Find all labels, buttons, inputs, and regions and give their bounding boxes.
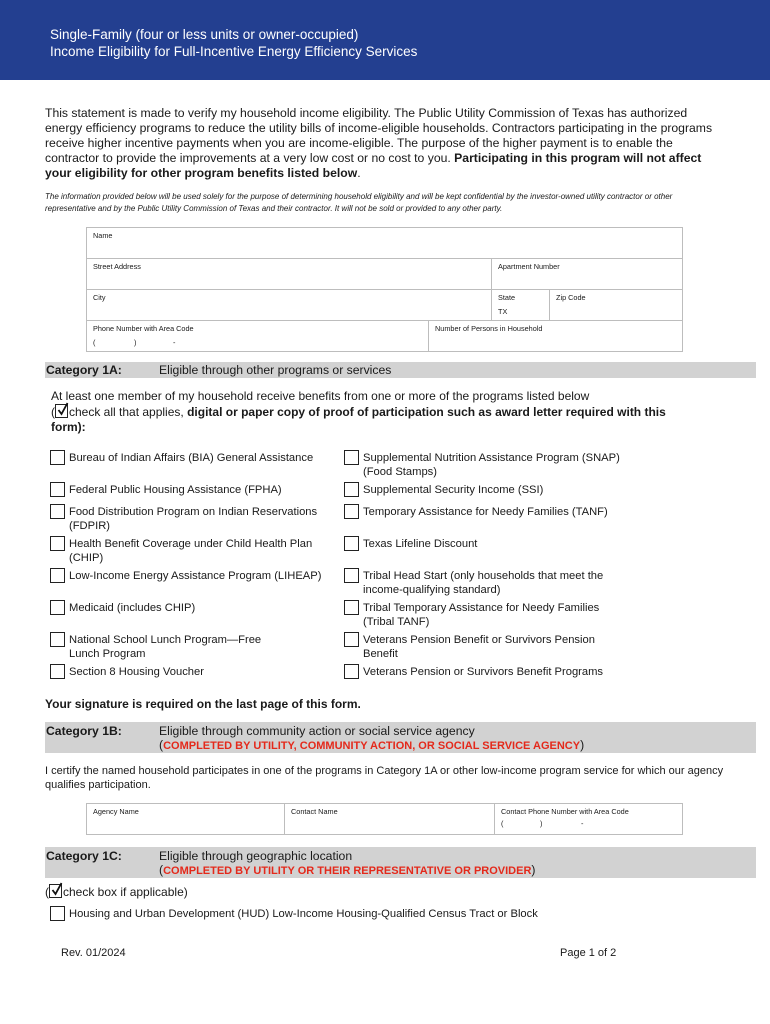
instructions-line: At least one member of my household receive benefits from one or more of the programs listed below bbox=[51, 389, 590, 403]
contact-phone-dash: - bbox=[581, 819, 584, 828]
category-1b-completed-by: COMPLETED BY UTILITY, COMMUNITY ACTION, OR SOCIAL SERVICE AGENCY bbox=[163, 740, 581, 752]
instructions-check-text: check all that applies, bbox=[69, 405, 188, 419]
option-fpha: Federal Public Housing Assistance (FPHA) bbox=[69, 484, 282, 496]
option-liheap: Low-Income Energy Assistance Program (LIHEAP) bbox=[69, 570, 322, 582]
phone-placeholder bbox=[93, 338, 422, 348]
revision-date: Rev. 01/2024 bbox=[61, 947, 126, 959]
signature-note: Your signature is required on the last page of this form. bbox=[45, 697, 361, 711]
category-1b-subtitle bbox=[159, 738, 584, 752]
agency-form bbox=[86, 803, 683, 835]
agency-name-field[interactable] bbox=[87, 804, 285, 835]
intro-paragraph bbox=[45, 106, 721, 181]
category-1a-label: Category 1A: bbox=[46, 363, 122, 377]
category-1b-label: Category 1B: bbox=[46, 724, 122, 738]
zip-code-field[interactable] bbox=[550, 290, 683, 321]
checkbox-veterans-survivors[interactable] bbox=[344, 664, 359, 679]
option-veterans-survivors: Veterans Pension or Survivors Benefit Programs bbox=[363, 666, 604, 678]
contact-phone-paren-open: ( bbox=[501, 819, 504, 828]
check-if-applicable bbox=[45, 884, 188, 900]
instructions-paren: ( bbox=[51, 405, 55, 419]
street-address-label: Street Address bbox=[93, 262, 141, 271]
name-field[interactable] bbox=[87, 228, 683, 259]
checkbox-snap[interactable] bbox=[344, 450, 359, 465]
option-chip-health: Health Benefit Coverage under Child Health Plan (CHIP) bbox=[69, 538, 313, 564]
contact-phone-paren-close: ) bbox=[540, 819, 543, 828]
option-tribal-head-start: Tribal Head Start (only households that meet the income-qualifying standard) bbox=[363, 570, 604, 596]
option-tribal-tanf: Tribal Temporary Assistance for Needy Families (Tribal TANF) bbox=[363, 602, 600, 628]
checkbox-section8[interactable] bbox=[50, 664, 65, 679]
option-snap: Supplemental Nutrition Assistance Program (SNAP) (Food Stamps) bbox=[363, 452, 620, 478]
category-1c-completed-by: COMPLETED BY UTILITY OR THEIR REPRESENTATIVE OR PROVIDER bbox=[163, 865, 532, 877]
confidentiality-note: The information provided below will be used solely for the purpose of determining household eligibility and will be kept confidential by the investor-owned utility contractor or other representative and by the Public Utility Commission of Texas and their contractor. It will not be sold or provided to any other party. bbox=[45, 192, 673, 213]
contact-phone-field[interactable] bbox=[495, 804, 683, 835]
option-hud: Housing and Urban Development (HUD) Low-Income Housing-Qualified Census Tract or Block bbox=[69, 908, 538, 920]
header-banner bbox=[0, 0, 770, 80]
checkmark-icon bbox=[55, 404, 68, 418]
category-1c-header bbox=[45, 847, 756, 878]
option-ssi: Supplemental Security Income (SSI) bbox=[363, 484, 544, 496]
instructions-bold-text: digital or paper copy of proof of participation such as award letter required with this form): bbox=[51, 405, 666, 434]
form-type-title: Single-Family (four or less units or owner-occupied) bbox=[50, 27, 359, 42]
category-1a-header bbox=[45, 362, 756, 378]
intro-end: . bbox=[357, 166, 361, 180]
state-field[interactable] bbox=[492, 290, 550, 321]
apartment-number-label: Apartment Number bbox=[498, 262, 560, 271]
check-paren: ( bbox=[45, 885, 49, 899]
intro-text: This statement is made to verify my household income eligibility. The Public Utility Commission of Texas has authorized energy efficiency programs to reduce the utility bills of income-eligible households. Contractors participating in the programs receive higher incentive payments when you are income-eligible. The purpose of the higher payment is to enable the contractor to provide the improvements at a very low cost or no cost to you. bbox=[45, 106, 713, 165]
city-field[interactable] bbox=[87, 290, 492, 321]
checkbox-liheap[interactable] bbox=[50, 568, 65, 583]
category-1c-title: Eligible through geographic location bbox=[159, 849, 353, 863]
state-label: State bbox=[498, 293, 516, 302]
checkbox-fdpir[interactable] bbox=[50, 504, 65, 519]
household-persons-field[interactable] bbox=[429, 321, 683, 352]
category-1a-title: Eligible through other programs or services bbox=[159, 363, 392, 377]
checkbox-hud[interactable] bbox=[50, 906, 65, 921]
household-info-form bbox=[86, 227, 683, 352]
checkbox-veterans-pension[interactable] bbox=[344, 632, 359, 647]
option-section8: Section 8 Housing Voucher bbox=[69, 666, 204, 678]
category-1c-subtitle bbox=[159, 863, 535, 877]
option-fdpir: Food Distribution Program on Indian Reservations (FDPIR) bbox=[69, 506, 318, 532]
subtitle-paren-close: ) bbox=[580, 738, 585, 752]
street-address-field[interactable] bbox=[87, 259, 492, 290]
subtitle-paren-close: ) bbox=[531, 863, 536, 877]
checkbox-medicaid[interactable] bbox=[50, 600, 65, 615]
household-persons-label: Number of Persons in Household bbox=[435, 324, 543, 333]
phone-paren-close: ) bbox=[134, 338, 137, 347]
agency-certification: I certify the named household participates in one of the programs in Category 1A or other low-income program service for which our agency qualifies participation. bbox=[45, 765, 724, 791]
checkbox-fpha[interactable] bbox=[50, 482, 65, 497]
category-1a-instructions bbox=[51, 389, 671, 435]
form-title: Income Eligibility for Full-Incentive Energy Efficiency Services bbox=[50, 44, 418, 59]
phone-number-field[interactable] bbox=[87, 321, 429, 352]
intro-bold-text: Participating in this program will not affect your eligibility for other program benefits listed below bbox=[45, 151, 702, 180]
contact-name-field[interactable] bbox=[285, 804, 495, 835]
option-bia: Bureau of Indian Affairs (BIA) General Assistance bbox=[69, 452, 314, 464]
option-tanf: Temporary Assistance for Needy Families (TANF) bbox=[363, 506, 608, 518]
option-veterans-pension: Veterans Pension Benefit or Survivors Pension Benefit bbox=[363, 634, 595, 660]
phone-paren-open: ( bbox=[93, 338, 96, 347]
contact-phone-placeholder bbox=[501, 819, 676, 829]
checkmark-icon bbox=[49, 884, 62, 898]
zip-code-label: Zip Code bbox=[556, 293, 586, 302]
checkbox-tribal-tanf[interactable] bbox=[344, 600, 359, 615]
contact-phone-label: Contact Phone Number with Area Code bbox=[501, 807, 629, 816]
category-1b-title: Eligible through community action or social service agency bbox=[159, 724, 475, 738]
category-1b-header bbox=[45, 722, 756, 753]
checkbox-tanf[interactable] bbox=[344, 504, 359, 519]
category-1c-label: Category 1C: bbox=[46, 849, 122, 863]
checkbox-tribal-head-start[interactable] bbox=[344, 568, 359, 583]
checkbox-chip-health[interactable] bbox=[50, 536, 65, 551]
subtitle-paren-open: ( bbox=[159, 738, 164, 752]
option-medicaid: Medicaid (includes CHIP) bbox=[69, 602, 196, 614]
checkbox-lifeline[interactable] bbox=[344, 536, 359, 551]
apartment-number-field[interactable] bbox=[492, 259, 683, 290]
city-label: City bbox=[93, 293, 106, 302]
state-value: TX bbox=[498, 307, 508, 316]
agency-name-label: Agency Name bbox=[93, 807, 139, 816]
name-label: Name bbox=[93, 231, 113, 240]
contact-name-label: Contact Name bbox=[291, 807, 338, 816]
checkbox-school-lunch[interactable] bbox=[50, 632, 65, 647]
checkbox-ssi[interactable] bbox=[344, 482, 359, 497]
check-if-applicable-text: check box if applicable) bbox=[63, 885, 188, 899]
checkbox-bia[interactable] bbox=[50, 450, 65, 465]
option-lifeline: Texas Lifeline Discount bbox=[363, 538, 478, 550]
subtitle-paren-open: ( bbox=[159, 863, 164, 877]
page-number: Page 1 of 2 bbox=[560, 947, 617, 959]
phone-dash: - bbox=[173, 338, 176, 347]
option-school-lunch: National School Lunch Program—Free Lunch Program bbox=[69, 634, 262, 660]
phone-number-label: Phone Number with Area Code bbox=[93, 324, 194, 333]
